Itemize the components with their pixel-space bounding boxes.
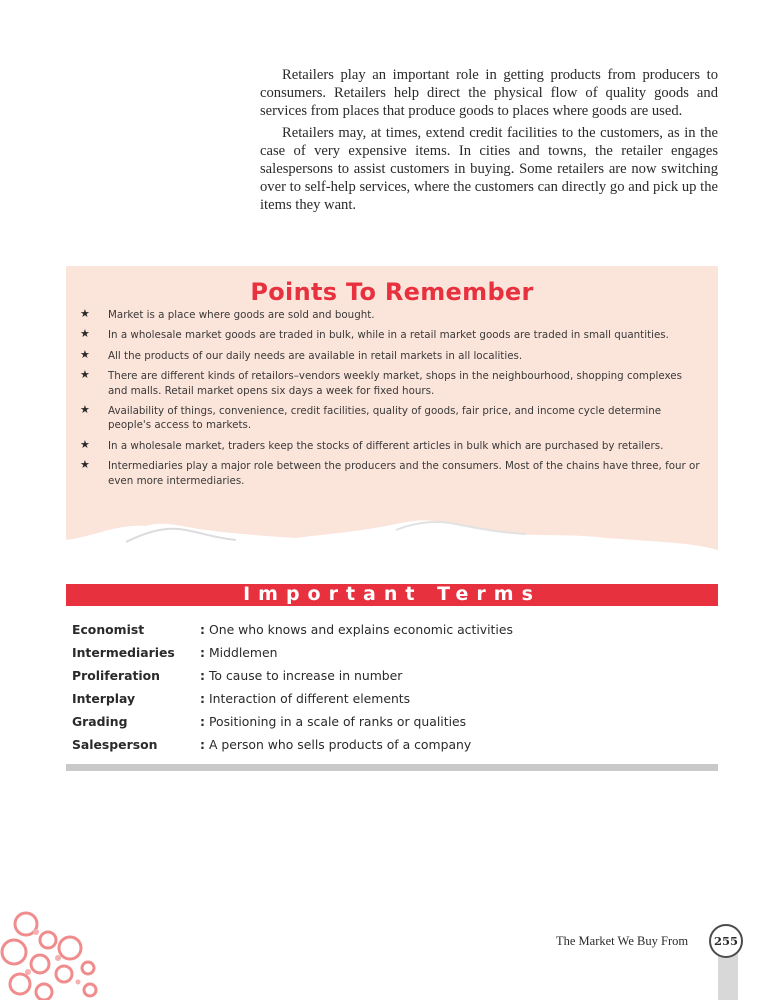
star-icon: ★ [80, 347, 90, 361]
point-text: Availability of things, convenience, credit facilities, quality of goods, fair price, and income cycle determine people's access to markets. [108, 405, 662, 432]
points-to-remember-title: Points To Remember [250, 278, 534, 306]
term-colon: : [200, 645, 205, 660]
term-colon: : [200, 622, 205, 637]
list-item [80, 349, 700, 363]
term-colon: : [200, 737, 205, 752]
term-colon: : [200, 714, 205, 729]
table-row [72, 710, 712, 733]
table-row [72, 618, 712, 641]
point-text: In a wholesale market, traders keep the stocks of different articles in bulk which are purchased by retailers. [108, 439, 664, 452]
term-definition-text: Middlemen [208, 645, 278, 660]
term-definition-text: Positioning in a scale of ranks or qualities [208, 714, 467, 729]
point-text: Intermediaries play a major role between the producers and the consumers. Most of the chains have three, four or even more intermediaries. [108, 460, 700, 487]
intro-text [260, 66, 718, 218]
term-colon: : [200, 668, 205, 683]
chapter-title-footer: The Market We Buy From [556, 934, 689, 948]
points-list [80, 308, 700, 494]
list-item [80, 404, 700, 433]
important-terms-title: Important Terms [243, 583, 541, 605]
term-definition [200, 714, 712, 729]
star-icon: ★ [80, 307, 90, 320]
star-icon: ★ [80, 437, 90, 451]
page-tab-strip [718, 952, 738, 1000]
term-colon: : [200, 691, 205, 706]
table-row [72, 733, 712, 756]
list-item [80, 439, 700, 453]
points-to-remember-box [66, 266, 718, 556]
list-item [80, 459, 700, 488]
term-definition [200, 668, 712, 683]
section-divider [66, 764, 718, 771]
intro-paragraph: Retailers may, at times, extend credit facilities to the customers, as in the case of very expensive items. In cities and towns, the retailer engages salespersons to assist customers in buying. Some retailers are now switching over to self-help services, where the customers can directly go and pick up the items they want. [260, 125, 718, 213]
table-row [72, 687, 712, 710]
terms-table [72, 618, 712, 756]
point-text: There are different kinds of retailors–vendors weekly market, shops in the neighbourhood, shopping complexes and malls. Retail market opens six days a week for fixed hours. [108, 370, 682, 397]
page-number: 255 [709, 924, 743, 958]
list-item [80, 308, 700, 322]
term-name: Salesperson [72, 737, 158, 752]
term-definition [200, 622, 712, 637]
point-text: All the products of our daily needs are available in retail markets in all localities. [108, 349, 523, 362]
term-definition [200, 691, 712, 706]
table-row [72, 641, 712, 664]
decorative-circles-icon [0, 906, 110, 1000]
star-icon: ★ [80, 403, 90, 417]
list-item [80, 369, 700, 398]
list-item [80, 328, 700, 342]
star-icon: ★ [80, 458, 90, 472]
star-icon: ★ [80, 327, 90, 341]
term-definition-text: To cause to increase in number [208, 668, 403, 683]
intro-paragraph: Retailers play an important role in getting products from producers to consumers. Retailers help direct the physical flow of quality goods and services from places that produce goods to places where goods are used. [260, 67, 718, 119]
term-name: Intermediaries [72, 645, 175, 660]
point-text: Market is a place where goods are sold and bought. [108, 309, 375, 321]
term-definition [200, 645, 712, 660]
point-text: In a wholesale market goods are traded in bulk, while in a retail market goods are traded in small quantities. [108, 329, 669, 342]
term-definition-text: A person who sells products of a company [208, 737, 472, 752]
table-row [72, 664, 712, 687]
term-name: Interplay [72, 691, 136, 706]
term-name: Economist [72, 622, 145, 637]
term-definition-text: Interaction of different elements [208, 691, 411, 706]
term-definition [200, 737, 712, 752]
term-name: Proliferation [72, 668, 160, 683]
star-icon: ★ [80, 368, 90, 382]
torn-paper-edge [66, 496, 718, 556]
term-definition-text: One who knows and explains economic activities [208, 622, 513, 637]
term-name: Grading [72, 714, 128, 729]
important-terms-header [66, 584, 718, 606]
